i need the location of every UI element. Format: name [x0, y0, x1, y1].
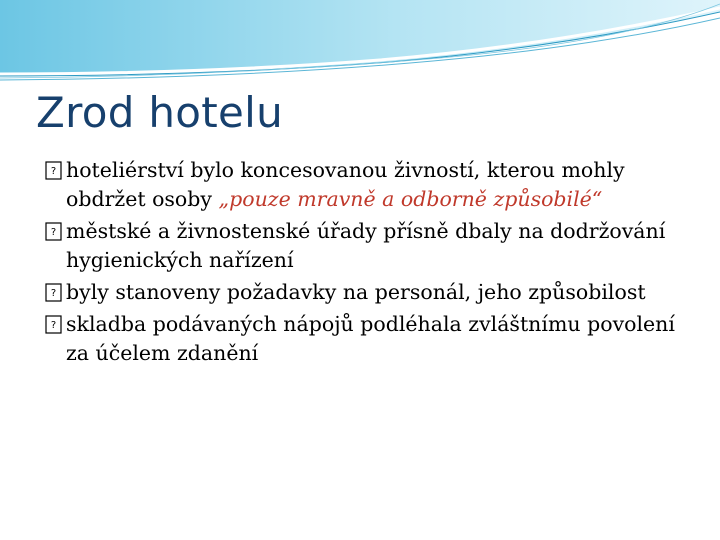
- svg-text:?: ?: [50, 227, 57, 238]
- bullet-item: [44, 278, 704, 307]
- missing-glyph-box-icon: [45, 283, 62, 302]
- bullet-text: skladba podávaných nápojů podléhala zvláštnímu povolení za účelem zdanění: [66, 312, 675, 365]
- bullet-text: byly stanoveny požadavky na personál, jeho způsobilost: [66, 280, 646, 304]
- slide-title: Zrod hotelu: [36, 88, 284, 137]
- bullet-emphasis-text: „pouze mravně a odborně způsobilé“: [218, 187, 603, 211]
- missing-glyph-box-icon: [45, 315, 62, 334]
- missing-glyph-box-icon: [45, 161, 62, 180]
- svg-text:?: ?: [50, 320, 57, 331]
- bullet-item: [44, 310, 704, 368]
- bullet-text: hoteliérství bylo koncesovanou živností, kterou mohly obdržet osoby: [66, 158, 625, 211]
- bullet-list: [44, 156, 704, 371]
- missing-glyph-box-icon: [45, 222, 62, 241]
- bullet-item: [44, 217, 704, 275]
- bullet-item: [44, 156, 704, 214]
- svg-text:?: ?: [50, 166, 57, 177]
- header-wave-decoration: [0, 0, 720, 90]
- svg-text:?: ?: [50, 288, 57, 299]
- bullet-text: městské a živnostenské úřady přísně dbaly na dodržování hygienických nařízení: [66, 219, 666, 272]
